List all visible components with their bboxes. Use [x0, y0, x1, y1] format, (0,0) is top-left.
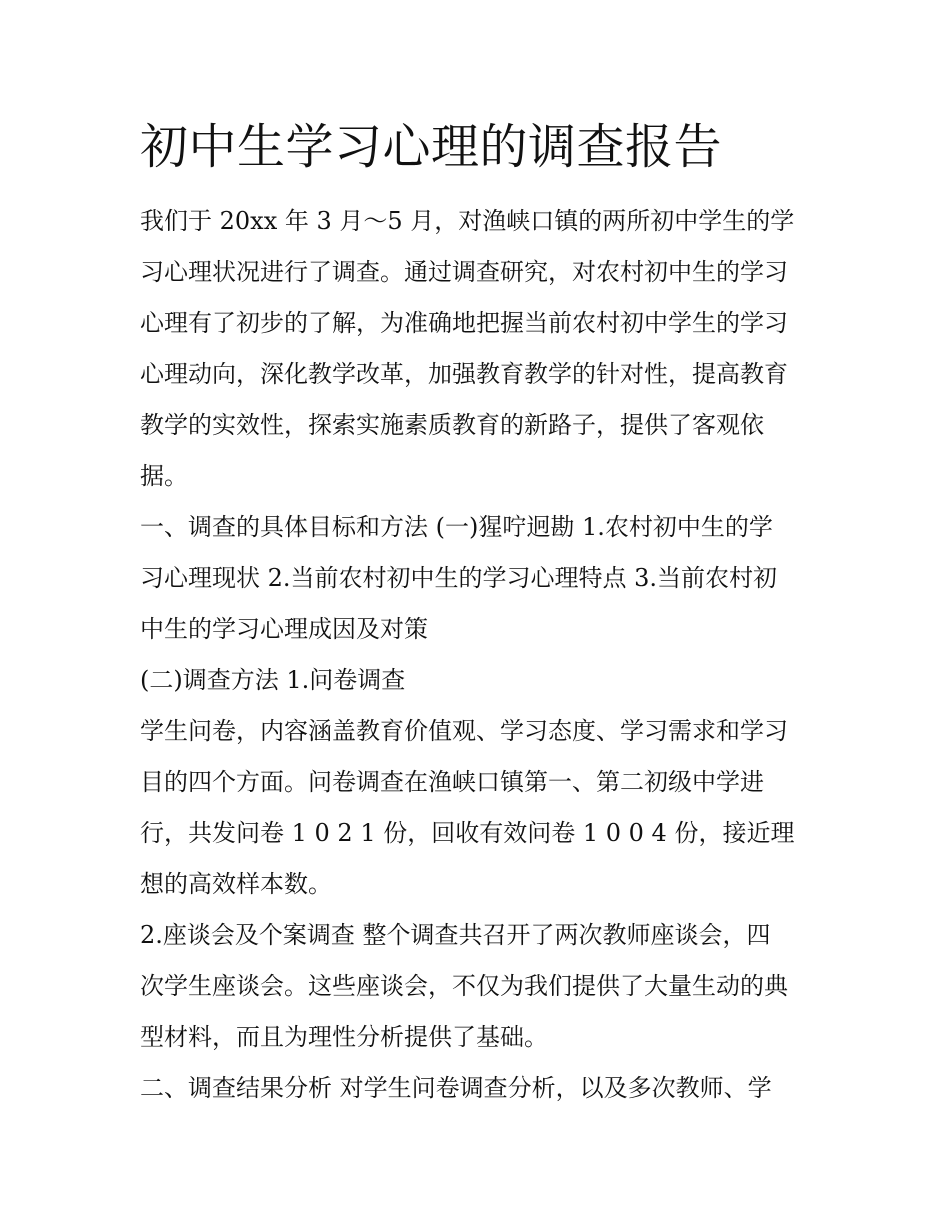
- document-title: 初中生学习心理的调查报告: [140, 119, 723, 175]
- body-line: 目的四个方面。问卷调查在渔峡口镇第一、第二初级中学进: [140, 768, 764, 796]
- body-line: 次学生座谈会。这些座谈会，不仅为我们提供了大量生动的典: [140, 972, 788, 1000]
- body-line: 我们于 20xx 年 3 月～5 月，对渔峡口镇的两所初中学生的学: [140, 207, 795, 235]
- body-line: 据。: [140, 462, 188, 490]
- document-body: [140, 196, 830, 1114]
- body-line: 2.座谈会及个案调查 整个调查共召开了两次教师座谈会，四: [140, 921, 771, 949]
- subsection-heading-line: (二)调查方法 1.问卷调查: [140, 666, 406, 694]
- body-line: 教学的实效性，探索实施素质教育的新路子，提供了客观依: [140, 411, 764, 439]
- body-line: 想的高效样本数。: [140, 870, 332, 898]
- section-heading-line: 二、调查结果分析 对学生问卷调查分析，以及多次教师、学: [140, 1074, 772, 1102]
- body-line: 习心理状况进行了调查。通过调查研究，对农村初中生的学习: [140, 258, 788, 286]
- body-line: 习心理现状 2.当前农村初中生的学习心理特点 3.当前农村初: [140, 564, 778, 592]
- body-line: 中生的学习心理成因及对策: [140, 615, 428, 643]
- section-heading-line: 一、调查的具体目标和方法 (一)猩咛迥勘 1.农村初中生的学: [140, 513, 773, 541]
- body-line: 型材料，而且为理性分析提供了基础。: [140, 1023, 548, 1051]
- body-line: 心理有了初步的了解，为准确地把握当前农村初中学生的学习: [140, 309, 788, 337]
- body-line: 学生问卷，内容涵盖教育价值观、学习态度、学习需求和学习: [140, 717, 788, 745]
- body-line: 行，共发问卷 1 0 2 1 份，回收有效问卷 1 0 0 4 份，接近理: [140, 819, 795, 847]
- body-line: 心理动向，深化教学改革，加强教育教学的针对性，提高教育: [140, 360, 788, 388]
